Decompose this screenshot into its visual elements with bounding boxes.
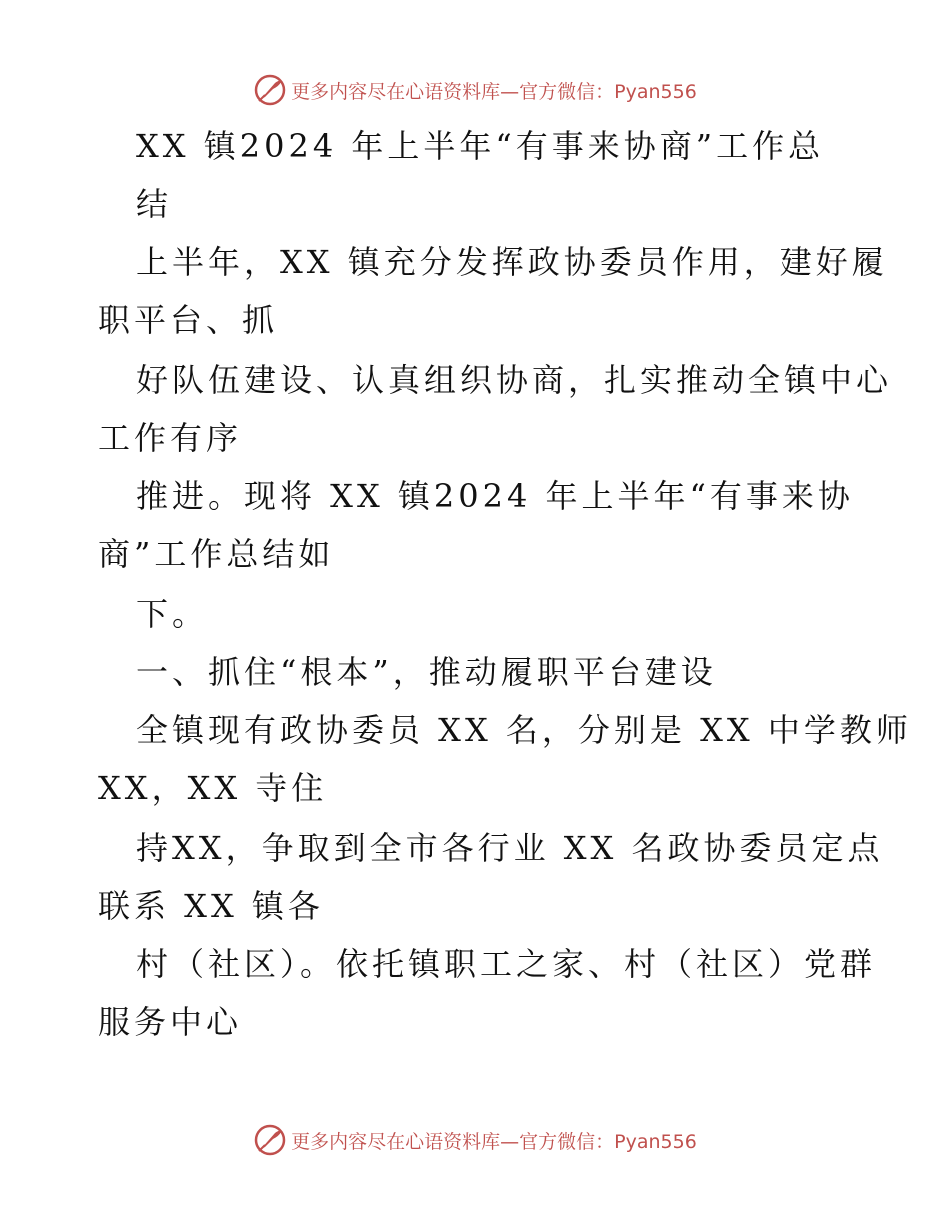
- paragraph-line: 职平台、抓: [98, 301, 279, 339]
- watermark-text: 更多内容尽在心语资料库—官方微信：Pyan556: [291, 80, 697, 103]
- document-title-line-2: 结: [136, 185, 173, 223]
- paragraph-line: 下。: [136, 595, 209, 633]
- paragraph-line: 联系 XX 镇各: [98, 887, 324, 925]
- paragraph-line: 商”工作总结如: [98, 535, 335, 573]
- paragraph-line: 工作有序: [98, 419, 243, 457]
- watermark-text: 更多内容尽在心语资料库—官方微信：Pyan556: [291, 1130, 697, 1153]
- quill-logo-icon: [253, 1123, 287, 1157]
- paragraph-line: XX，XX 寺住: [98, 769, 328, 807]
- header-watermark: [0, 72, 950, 108]
- section-heading: 一、抓住“根本”，推动履职平台建设: [136, 653, 717, 691]
- paragraph-line: 好队伍建设、认真组织协商，扎实推动全镇中心: [136, 361, 893, 399]
- paragraph-line: 上半年，XX 镇充分发挥政协委员作用，建好履: [136, 243, 888, 281]
- paragraph-line: 持XX，争取到全市各行业 XX 名政协委员定点: [136, 829, 884, 867]
- paragraph-line: 村（社区）。依托镇职工之家、村（社区）党群: [136, 945, 877, 983]
- footer-watermark: [0, 1122, 950, 1158]
- document-title-line-1: XX 镇2024 年上半年“有事来协商”工作总: [136, 127, 825, 165]
- paragraph-line: 推进。现将 XX 镇2024 年上半年“有事来协: [136, 477, 854, 515]
- paragraph-line: 服务中心: [98, 1003, 243, 1041]
- quill-logo-icon: [253, 73, 287, 107]
- paragraph-line: 全镇现有政协委员 XX 名，分别是 XX 中学教师: [136, 711, 912, 749]
